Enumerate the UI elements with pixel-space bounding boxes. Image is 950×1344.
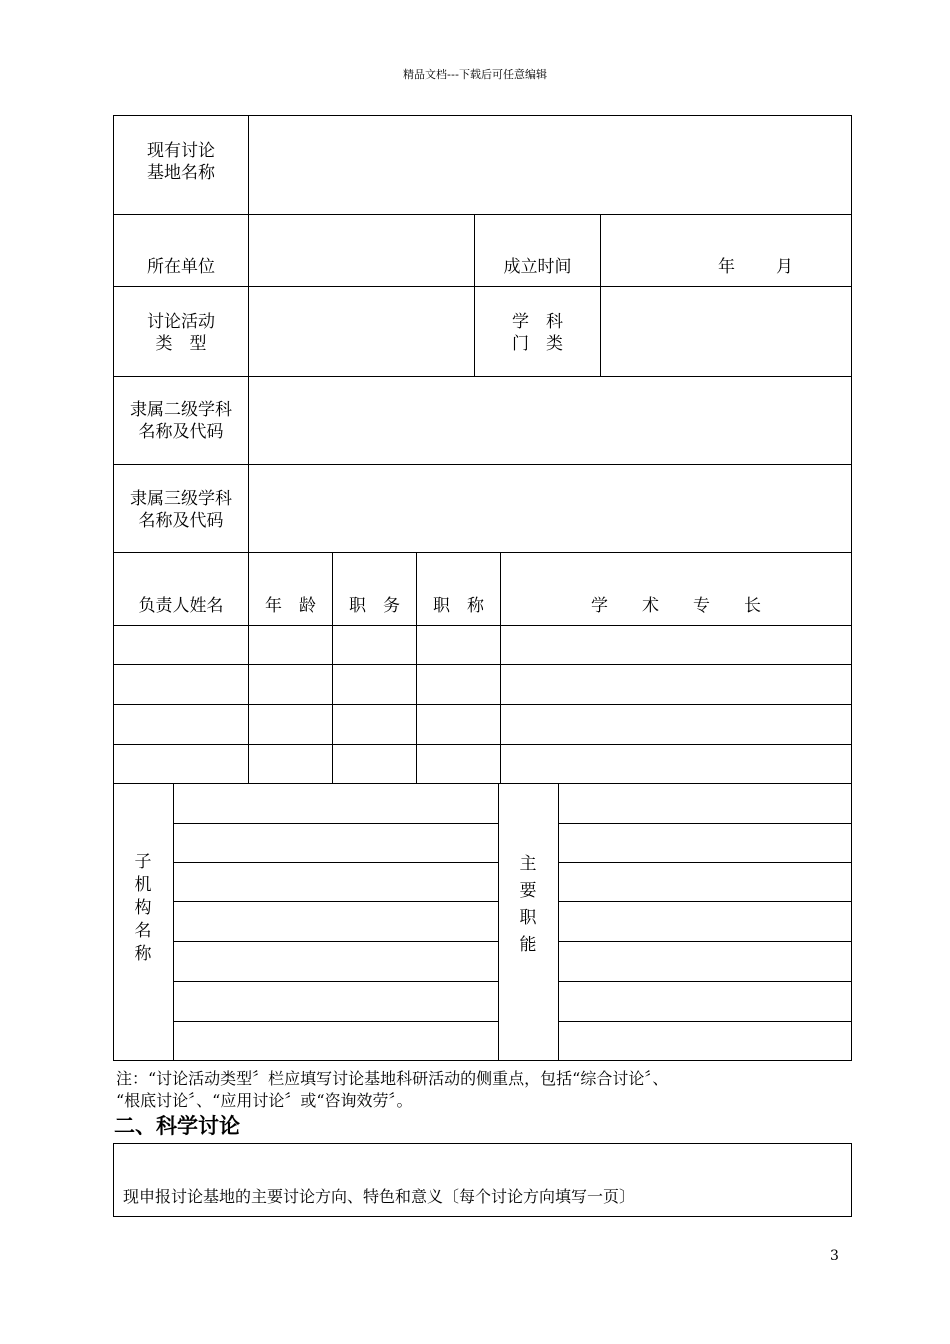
tertiary-discipline-label-2: 名称及代码 <box>138 511 224 531</box>
main-function-char: 主 <box>519 854 537 874</box>
research-direction-label: 现申报讨论基地的主要讨论方向、特色和意义〔每个讨论方向填写一页〕 <box>123 1187 636 1206</box>
subject-label-1: 学 科 <box>512 312 563 332</box>
leader-title-field[interactable] <box>416 744 501 784</box>
sub-institution-label <box>132 851 154 966</box>
form-note-line-1: 注：“讨论活动类型〞栏应填写讨论基地科研活动的侧重点，包括“综合讨论〞、 <box>116 1069 669 1088</box>
unit-field[interactable] <box>248 214 475 287</box>
leader-name-header: 负责人姓名 <box>138 596 224 616</box>
activity-type-label-1: 讨论活动 <box>147 312 215 332</box>
main-function-field[interactable] <box>558 823 852 863</box>
leader-specialty-field[interactable] <box>500 625 852 665</box>
main-function-field[interactable] <box>558 783 852 824</box>
leader-age-field[interactable] <box>248 664 333 705</box>
base-name-field[interactable] <box>248 115 852 215</box>
leader-title-field[interactable] <box>416 625 501 665</box>
leader-specialty-field[interactable] <box>500 704 852 745</box>
main-function-field[interactable] <box>558 901 852 942</box>
main-function-field[interactable] <box>558 981 852 1022</box>
tertiary-discipline-field[interactable] <box>248 464 852 553</box>
leader-name-field[interactable] <box>113 625 249 665</box>
sub-institution-char: 子 <box>134 852 152 872</box>
founded-label: 成立时间 <box>503 257 572 277</box>
subject-label-2: 门 类 <box>512 334 563 354</box>
page-number: 3 <box>830 1248 839 1264</box>
title-header: 职 称 <box>433 596 484 616</box>
leader-age-field[interactable] <box>248 704 333 745</box>
leader-position-field[interactable] <box>332 625 417 665</box>
sub-institution-name-field[interactable] <box>173 823 499 863</box>
leader-age-field[interactable] <box>248 625 333 665</box>
leader-name-field[interactable] <box>113 704 249 745</box>
leader-title-field[interactable] <box>416 704 501 745</box>
subject-field[interactable] <box>600 286 852 377</box>
form-note-line-2: “根底讨论〞、“应用讨论〞或“咨询效劳〞。 <box>116 1091 413 1110</box>
base-name-label-1: 现有讨论 <box>147 141 215 161</box>
sub-institution-name-field[interactable] <box>173 1021 499 1061</box>
secondary-discipline-label-1: 隶属二级学科 <box>130 400 232 420</box>
sub-institution-char: 构 <box>134 898 152 918</box>
main-function-char: 能 <box>519 935 537 955</box>
leader-specialty-field[interactable] <box>500 664 852 705</box>
secondary-discipline-field[interactable] <box>248 376 852 465</box>
leader-title-field[interactable] <box>416 664 501 705</box>
sub-institution-name-field[interactable] <box>173 901 499 942</box>
sub-institution-char: 名 <box>134 921 152 941</box>
activity-type-field[interactable] <box>248 286 475 377</box>
month-label: 月 <box>776 257 793 277</box>
secondary-discipline-label-2: 名称及代码 <box>138 422 224 442</box>
sub-institution-name-field[interactable] <box>173 941 499 982</box>
main-function-char: 职 <box>519 908 537 928</box>
leader-name-field[interactable] <box>113 664 249 705</box>
specialty-header: 学 术 专 长 <box>591 596 761 616</box>
main-function-field[interactable] <box>558 1021 852 1061</box>
page-header: 精品文档---下载后可任意编辑 <box>403 68 547 81</box>
main-function-field[interactable] <box>558 941 852 982</box>
main-function-char: 要 <box>519 881 537 901</box>
sub-institution-char: 机 <box>134 875 152 895</box>
unit-label: 所在单位 <box>147 257 215 277</box>
activity-type-label-2: 类 型 <box>155 334 207 354</box>
leader-name-field[interactable] <box>113 744 249 784</box>
main-function-field[interactable] <box>558 862 852 902</box>
tertiary-discipline-label-1: 隶属三级学科 <box>130 489 232 509</box>
section-title: 二、科学讨论 <box>114 1114 240 1138</box>
year-label: 年 <box>718 257 735 277</box>
main-function-label <box>517 851 539 959</box>
leader-position-field[interactable] <box>332 664 417 705</box>
sub-institution-name-field[interactable] <box>173 981 499 1022</box>
leader-age-field[interactable] <box>248 744 333 784</box>
leader-position-field[interactable] <box>332 704 417 745</box>
sub-institution-name-field[interactable] <box>173 862 499 902</box>
leader-position-field[interactable] <box>332 744 417 784</box>
sub-institution-char: 称 <box>134 944 152 964</box>
leader-specialty-field[interactable] <box>500 744 852 784</box>
sub-institution-name-field[interactable] <box>173 783 499 824</box>
age-header: 年 龄 <box>265 596 316 616</box>
base-name-label-2: 基地名称 <box>147 163 215 183</box>
position-header: 职 务 <box>349 596 400 616</box>
